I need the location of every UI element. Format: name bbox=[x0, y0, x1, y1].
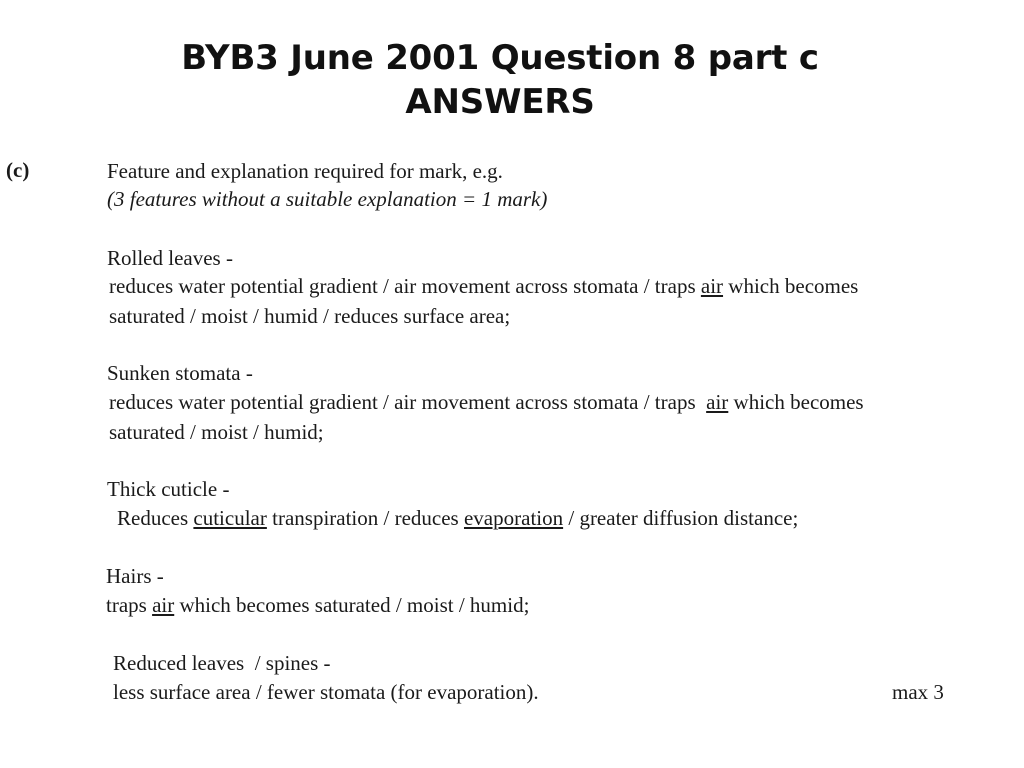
sunken-stomata-heading: Sunken stomata - bbox=[107, 361, 253, 385]
sunken-stomata-text-b: which becomes bbox=[728, 390, 864, 414]
title-line-2: ANSWERS bbox=[405, 82, 595, 122]
rolled-leaves-text-a: reduces water potential gradient / air movement across stomata / traps bbox=[109, 274, 701, 298]
thick-cuticle-line-1 bbox=[117, 506, 798, 530]
sunken-stomata-line-2: saturated / moist / humid; bbox=[109, 420, 324, 444]
hairs-text-b: which becomes saturated / moist / humid; bbox=[174, 593, 530, 617]
sunken-stomata-underlined: air bbox=[706, 390, 729, 414]
thick-cuticle-text-a: Reduces bbox=[117, 506, 194, 530]
sunken-stomata-text-a: reduces water potential gradient / air movement across stomata / traps bbox=[109, 390, 707, 414]
rolled-leaves-underlined: air bbox=[700, 274, 724, 298]
slide-title bbox=[0, 36, 1000, 124]
rolled-leaves-text-b: which becomes bbox=[723, 274, 859, 298]
hairs-underlined: air bbox=[152, 593, 175, 617]
hairs-text-a: traps bbox=[106, 593, 153, 617]
hairs-line-1 bbox=[106, 593, 529, 617]
part-label: (c) bbox=[6, 158, 30, 182]
max-marks: max 3 bbox=[892, 680, 944, 704]
hairs-heading: Hairs - bbox=[106, 564, 164, 588]
reduced-leaves-heading: Reduced leaves / spines - bbox=[113, 651, 331, 675]
sunken-stomata-line-1 bbox=[109, 390, 864, 414]
intro-line-2: (3 features without a suitable explanation = 1 mark) bbox=[107, 187, 548, 211]
rolled-leaves-line-2: saturated / moist / humid / reduces surface area; bbox=[109, 304, 511, 328]
title-line-1: BYB3 June 2001 Question 8 part c bbox=[181, 38, 819, 78]
thick-cuticle-underlined-2: evaporation bbox=[463, 506, 564, 530]
rolled-leaves-line-1 bbox=[109, 274, 858, 298]
thick-cuticle-heading: Thick cuticle - bbox=[107, 477, 230, 501]
thick-cuticle-underlined-1: cuticular bbox=[193, 506, 267, 530]
reduced-leaves-line-1: less surface area / fewer stomata (for evaporation). bbox=[113, 680, 539, 704]
intro-line-1: Feature and explanation required for mark, e.g. bbox=[107, 159, 503, 183]
thick-cuticle-text-b: transpiration / reduces bbox=[266, 506, 464, 530]
rolled-leaves-heading: Rolled leaves - bbox=[107, 246, 233, 270]
thick-cuticle-text-c: / greater diffusion distance; bbox=[563, 506, 799, 530]
